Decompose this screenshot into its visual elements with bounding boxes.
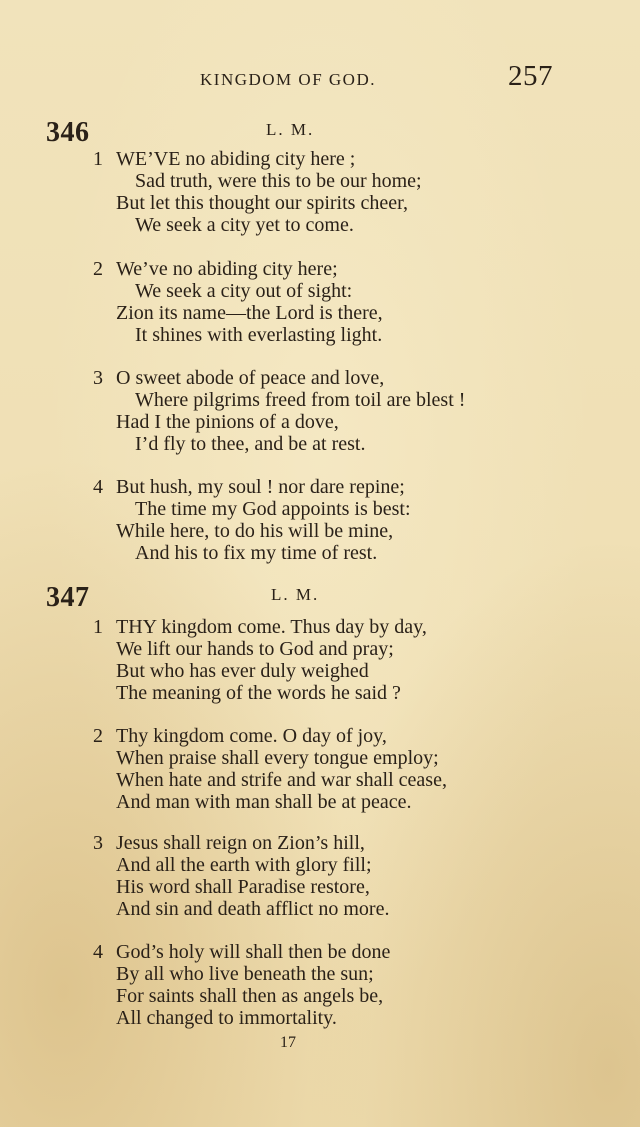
verse-line: All changed to immortality.: [116, 1007, 337, 1029]
hymn-number: 347: [46, 582, 90, 613]
meter-label: L. M.: [266, 120, 315, 139]
stanza-number: 2: [93, 258, 103, 280]
verse-line: For saints shall then as angels be,: [116, 985, 384, 1007]
stanza-number: 3: [93, 832, 103, 854]
verse-line: Sad truth, were this to be our home;: [135, 170, 422, 192]
verse-line: Had I the pinions of a dove,: [116, 411, 339, 433]
stanza-number: 1: [93, 616, 103, 638]
stanza-number: 2: [93, 725, 103, 747]
verse-line: We’ve no abiding city here;: [116, 258, 338, 280]
stanza-number: 3: [93, 367, 103, 389]
verse-line: WE’VE no abiding city here ;: [116, 148, 356, 170]
verse-line: But let this thought our spirits cheer,: [116, 192, 408, 214]
verse-line: We seek a city yet to come.: [135, 214, 354, 236]
verse-line: Jesus shall reign on Zion’s hill,: [116, 832, 365, 854]
verse-line: The time my God appoints is best:: [135, 498, 411, 520]
verse-line: And all the earth with glory fill;: [116, 854, 372, 876]
verse-line: The meaning of the words he said ?: [116, 682, 401, 704]
verse-line: While here, to do his will be mine,: [116, 520, 394, 542]
stanza-number: 4: [93, 941, 103, 963]
verse-line: We seek a city out of sight:: [135, 280, 353, 302]
stanza-number: 1: [93, 148, 103, 170]
verse-line: But who has ever duly weighed: [116, 660, 369, 682]
printer-signature-mark: 17: [280, 1034, 296, 1051]
verse-line: When hate and strife and war shall cease,: [116, 769, 447, 791]
running-title: KINGDOM OF GOD.: [200, 70, 376, 89]
verse-line: His word shall Paradise restore,: [116, 876, 370, 898]
verse-line: Where pilgrims freed from toil are blest !: [135, 389, 466, 411]
meter-label: L. M.: [271, 585, 320, 604]
verse-line: I’d fly to thee, and be at rest.: [135, 433, 366, 455]
hymn-number: 346: [46, 117, 90, 148]
verse-line: O sweet abode of peace and love,: [116, 367, 385, 389]
stanza-number: 4: [93, 476, 103, 498]
verse-line: God’s holy will shall then be done: [116, 941, 391, 963]
verse-line: And his to fix my time of rest.: [135, 542, 378, 564]
verse-line: But hush, my soul ! nor dare repine;: [116, 476, 405, 498]
verse-line: THY kingdom come. Thus day by day,: [116, 616, 427, 638]
verse-line: We lift our hands to God and pray;: [116, 638, 394, 660]
page-number: 257: [508, 60, 553, 92]
verse-line: When praise shall every tongue employ;: [116, 747, 439, 769]
verse-line: It shines with everlasting light.: [135, 324, 383, 346]
verse-line: And sin and death afflict no more.: [116, 898, 390, 920]
verse-line: By all who live beneath the sun;: [116, 963, 374, 985]
verse-line: And man with man shall be at peace.: [116, 791, 412, 813]
verse-line: Zion its name—the Lord is there,: [116, 302, 383, 324]
verse-line: Thy kingdom come. O day of joy,: [116, 725, 387, 747]
